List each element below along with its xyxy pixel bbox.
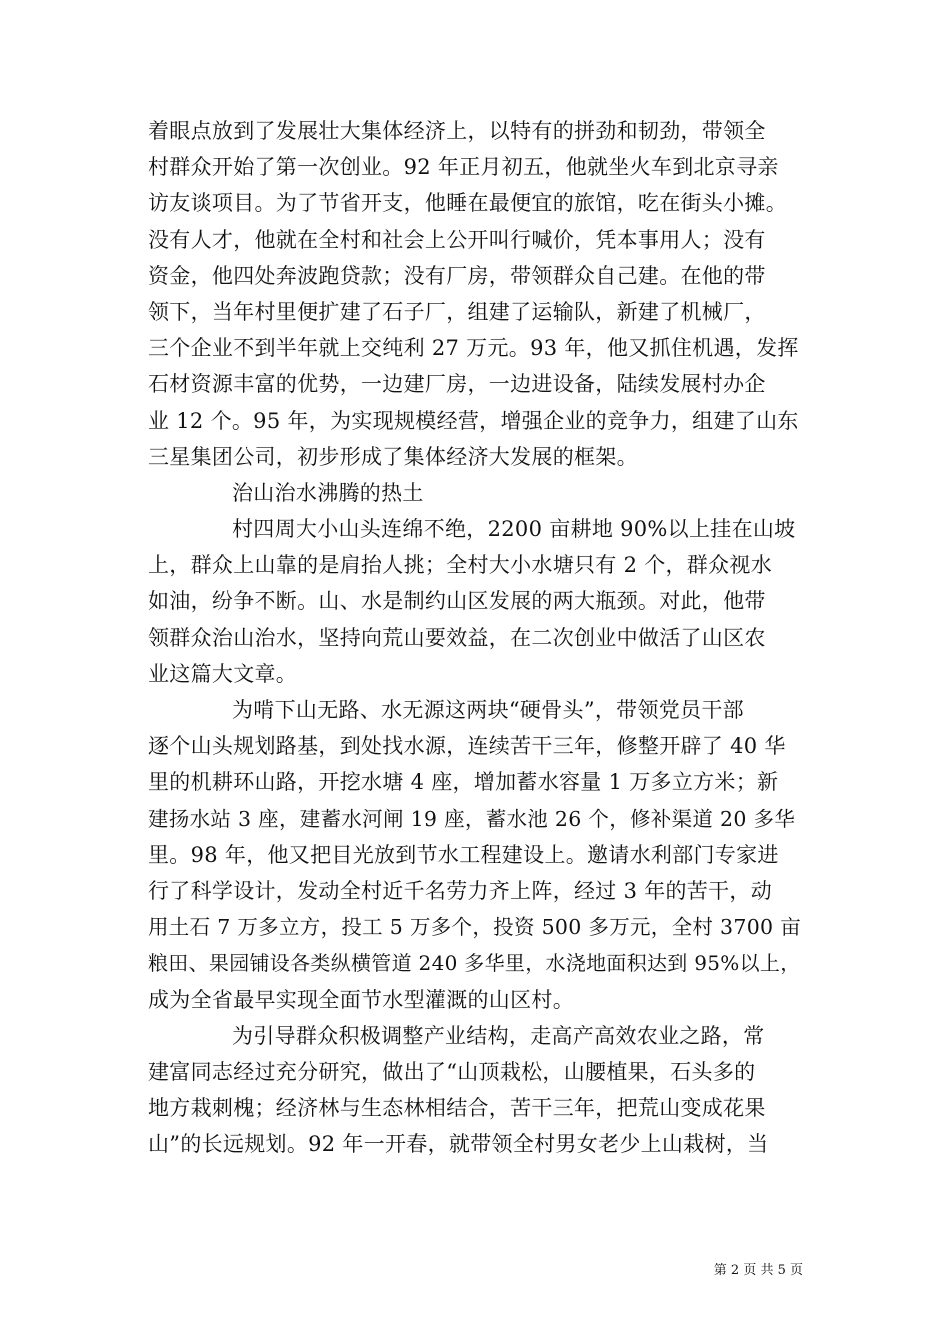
text-line: 里。98 年，他又把目光放到节水工程建设上。邀请水利部门专家进 <box>148 842 779 867</box>
text-line: 村四周大小山头连绵不绝，2200 亩耕地 90%以上挂在山坡 <box>232 517 796 542</box>
text-line: 没有人才，他就在全村和社会上公开叫行喊价，凭本事用人；没有 <box>148 227 766 252</box>
text-line: 建富同志经过充分研究，做出了“山顶栽松，山腰植果，石头多的 <box>148 1059 756 1084</box>
text-line: 里的机耕环山路，开挖水塘 4 座，增加蓄水容量 1 万多立方米；新 <box>148 770 779 795</box>
document-body <box>148 113 804 1162</box>
text-line: 资金，他四处奔波跑贷款；没有厂房，带领群众自己建。在他的带 <box>148 263 766 288</box>
text-line: 成为全省最早实现全面节水型灌溉的山区村。 <box>148 987 574 1012</box>
text-line: 领下，当年村里便扩建了石子厂，组建了运输队，新建了机械厂， <box>148 299 766 324</box>
text-line: 着眼点放到了发展壮大集体经济上，以特有的拼劲和韧劲，带领全 <box>148 119 766 143</box>
text-line: 为引导群众积极调整产业结构，走高产高效农业之路，常 <box>232 1023 765 1048</box>
text-line: 村群众开始了第一次创业。92 年正月初五，他就坐火车到北京寻亲 <box>148 155 779 180</box>
text-line: 粮田、果园铺设各类纵横管道 240 多华里，水浇地面积达到 95%以上， <box>148 951 801 976</box>
page-number: 第 2 页 共 5 页 <box>713 1263 803 1278</box>
text-line: 业这篇大文章。 <box>148 661 298 686</box>
text-line: 地方栽刺槐；经济林与生态林相结合，苦干三年，把荒山变成花果 <box>148 1096 766 1121</box>
text-line: 三星集团公司，初步形成了集体经济大发展的框架。 <box>148 444 638 469</box>
text-line: 业 12 个。95 年，为实现规模经营，增强企业的竞争力，组建了山东 <box>148 408 799 433</box>
text-line: 行了科学设计，发动全村近千名劳力齐上阵，经过 3 年的苦干，动 <box>148 878 773 903</box>
text-line: 建扬水站 3 座，建蓄水河闸 19 座，蓄水池 26 个，修补渠道 20 多华 <box>148 806 796 831</box>
text-line: 访友谈项目。为了节省开支，他睡在最便宜的旅馆，吃在街头小摊。 <box>148 191 787 216</box>
text-line: 如油，纷争不断。山、水是制约山区发展的两大瓶颈。对此，他带 <box>148 589 766 614</box>
text-line: 山”的长远规划。92 年一开春，就带领全村男女老少上山栽树，当 <box>148 1132 769 1157</box>
text-line: 石材资源丰富的优势，一边建厂房，一边进设备，陆续发展村办企 <box>148 372 766 397</box>
text-line: 为啃下山无路、水无源这两块“硬骨头”，带领党员干部 <box>232 698 744 722</box>
text-line: 领群众治山治水，坚持向荒山要效益，在二次创业中做活了山区农 <box>148 625 766 650</box>
text-line: 用土石 7 万多立方，投工 5 万多个，投资 500 多万元，全村 3700 亩 <box>148 915 802 940</box>
text-line: 三个企业不到半年就上交纯利 27 万元。93 年，他又抓住机遇，发挥 <box>148 336 799 361</box>
text-line: 治山治水沸腾的热土 <box>232 480 424 505</box>
text-line: 上，群众上山靠的是肩抬人挑；全村大小水塘只有 2 个，群众视水 <box>148 553 773 578</box>
text-line: 逐个山头规划路基，到处找水源，连续苦干三年，修整开辟了 40 华 <box>148 734 786 759</box>
